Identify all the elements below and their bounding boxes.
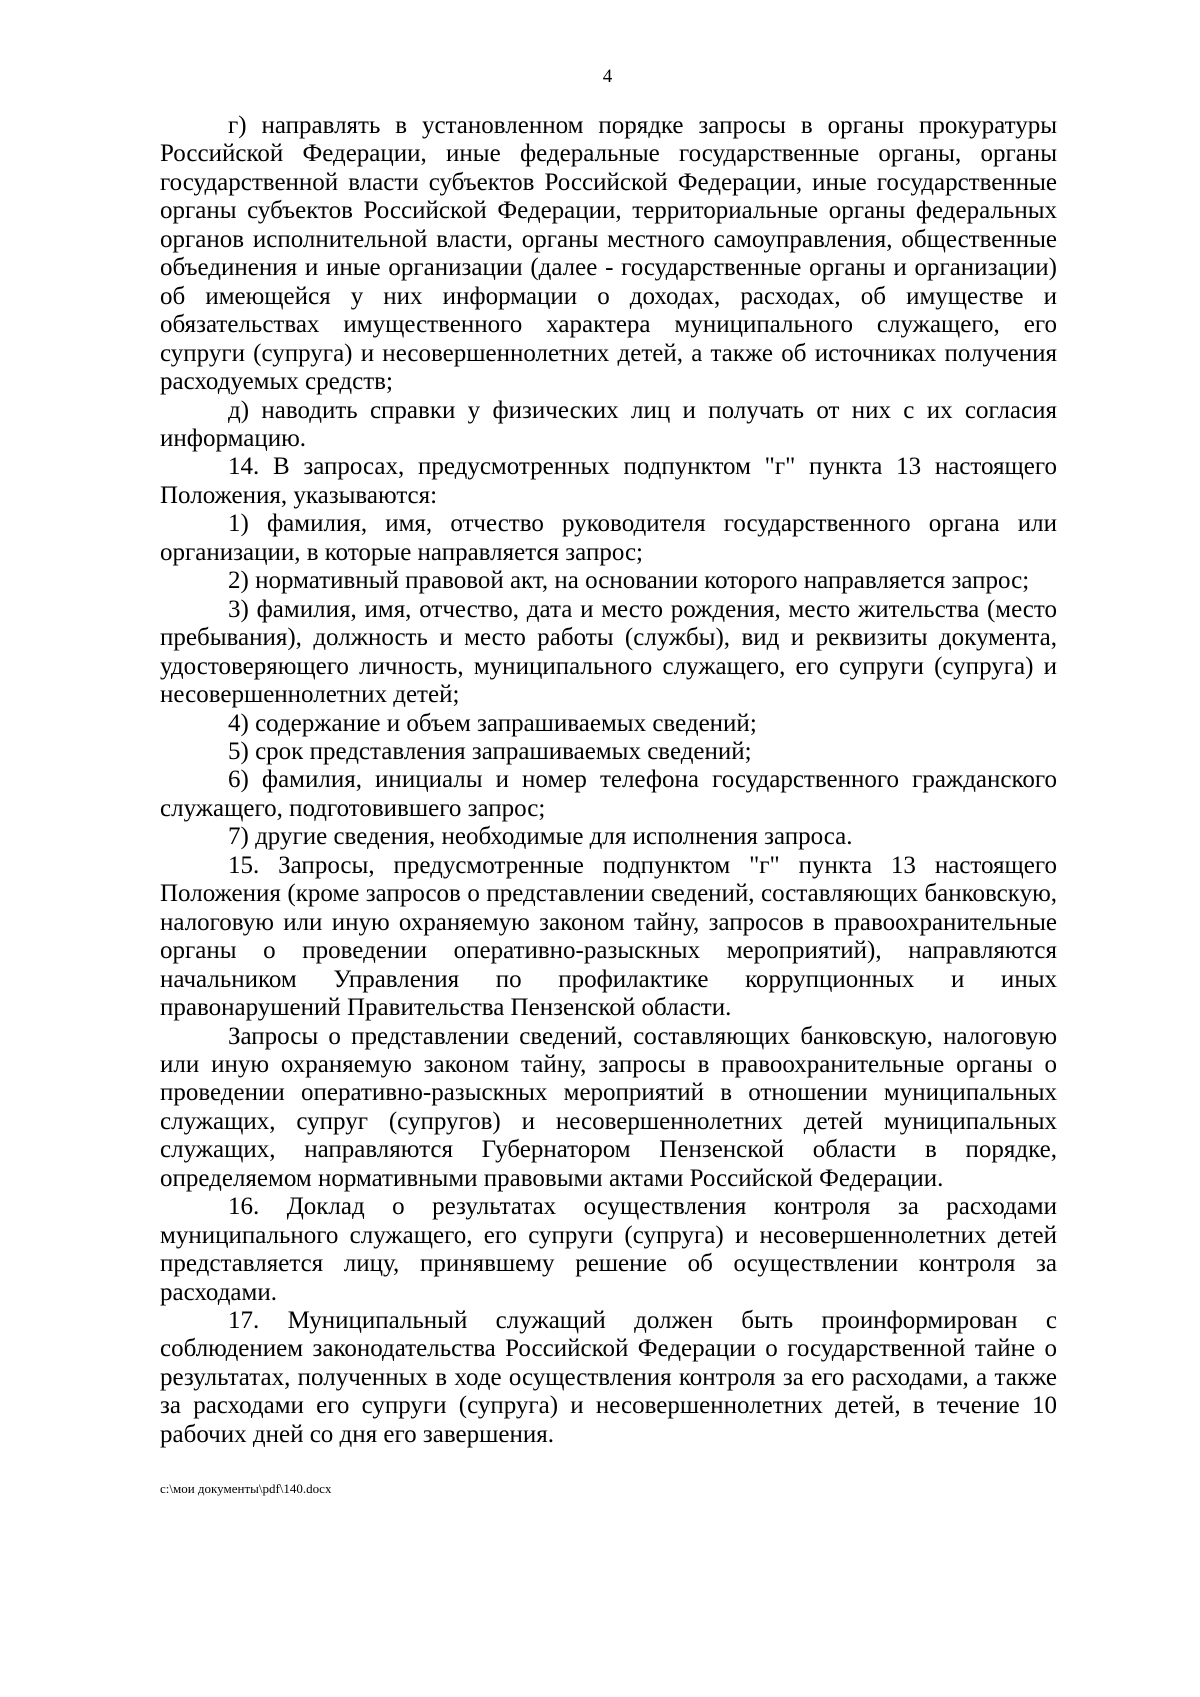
document-body xyxy=(160,112,1057,1449)
paragraph-item-14-1: 1) фамилия, имя, отчество руководителя государственного органа или организации, в которые направляется запрос; xyxy=(160,510,1057,566)
paragraph-item-16: 16. Доклад о результатах осуществления контроля за расходами муниципального служащего, его супруги (супруга) и несовершеннолетних детей представляется лицу, принявшему решение об осуществлении контроля за расходами. xyxy=(160,1193,1057,1306)
paragraph-subitem-d: д) наводить справки у физических лиц и получать от них с их согласия информацию. xyxy=(160,396,1057,452)
paragraph-item-17: 17. Муниципальный служащий должен быть проинформирован с соблюдением законодательства Российской Федерации о государственной тайне о результатах, полученных в ходе осуществления контроля за его расходами, а также за расходами его супруги (супруга) и несовершеннолетних детей, в течение 10 рабочих дней со дня его завершения. xyxy=(160,1307,1057,1448)
paragraph-subitem-g: г) направлять в установленном порядке запросы в органы прокуратуры Российской Федерации, иные федеральные государственные органы, органы государственной власти субъектов Российской Федерации, иные государственные органы субъектов Российской Федерации, территориальные органы федеральных органов исполнительной власти, органы местного самоуправления, общественные объединения и иные организации (далее - государственные органы и организации) об имеющейся у них информации о доходах, расходах, об имуществе и обязательствах имущественного характера муниципального служащего, его супруги (супруга) и несовершеннолетних детей, а также об источниках получения расходуемых средств; xyxy=(160,112,1057,396)
paragraph-item-15: 15. Запросы, предусмотренные подпунктом "г" пункта 13 настоящего Положения (кроме запросов о представлении сведений, составляющих банковскую, налоговую или иную охраняемую законом тайну, запросов в правоохранительные органы о проведении оперативно-разыскных мероприятий), направляются начальником Управления по профилактике коррупционных и иных правонарушений Правительства Пензенской области. xyxy=(160,851,1057,1022)
paragraph-item-14-4: 4) содержание и объем запрашиваемых сведений; xyxy=(228,709,757,737)
footer-file-path: c:\мои документы\pdf\140.docx xyxy=(160,1481,332,1496)
paragraph-item-14-3: 3) фамилия, имя, отчество, дата и место рождения, место жительства (место пребывания), должность и место работы (службы), вид и реквизиты документа, удостоверяющего личность, муниципального служащего, его супруги (супруга) и несовершеннолетних детей; xyxy=(160,595,1057,709)
paragraph-item-14-7: 7) другие сведения, необходимые для исполнения запроса. xyxy=(228,823,853,851)
page-number: 4 xyxy=(602,66,613,87)
paragraph-item-14-6: 6) фамилия, инициалы и номер телефона государственного гражданского служащего, подготовившего запрос; xyxy=(160,766,1057,822)
paragraph-item-14: 14. В запросах, предусмотренных подпунктом "г" пункта 13 настоящего Положения, указываются: xyxy=(160,453,1057,509)
paragraph-item-14-5: 5) срок представления запрашиваемых сведений; xyxy=(228,737,752,765)
paragraph-item-15-cont: Запросы о представлении сведений, составляющих банковскую, налоговую или иную охраняемую законом тайну, запросы в правоохранительные органы о проведении оперативно-разыскных мероприятий в отношении муниципальных служащих, супруг (супругов) и несовершеннолетних детей муниципальных служащих, направляются Губернатором Пензенской области в порядке, определяемом нормативными правовыми актами Российской Федерации. xyxy=(160,1022,1057,1192)
paragraph-item-14-2: 2) нормативный правовой акт, на основании которого направляется запрос; xyxy=(228,567,1030,595)
